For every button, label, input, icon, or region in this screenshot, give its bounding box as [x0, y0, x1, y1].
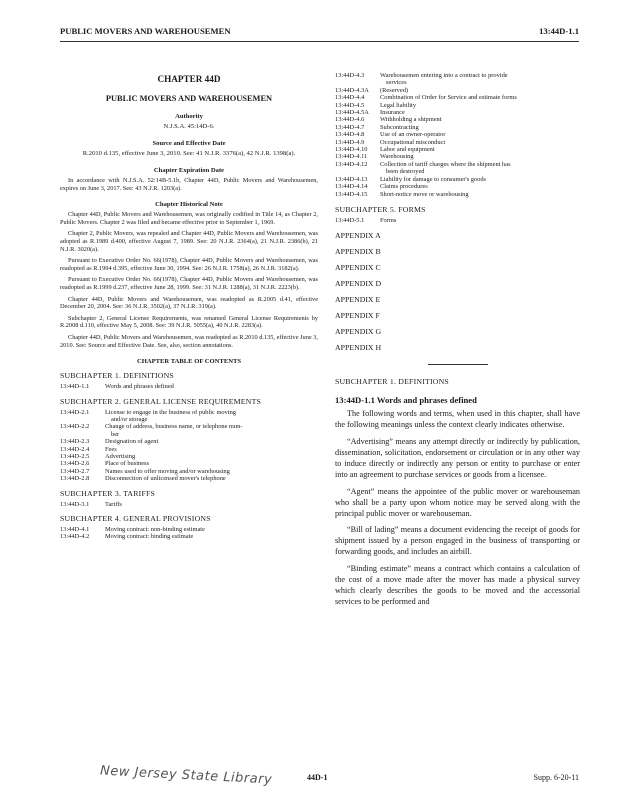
- toc-entry-title-text: Combination of Order for Service and estimate forms: [380, 94, 517, 102]
- history-note: Chapter 44D, Public Movers and Warehousemen, was readopted as R.2010 d.135, effective June 3, 2010. See: Source and Effective Date. See, also, section annotations.: [60, 333, 318, 349]
- toc-subchapter-1: SUBCHAPTER 1. DEFINITIONS: [60, 371, 174, 381]
- toc-entry-title-text: Moving contract: binding estimate: [105, 533, 194, 541]
- toc-entry-number: 13:44D-4.15: [335, 190, 368, 198]
- toc-entry: [335, 217, 580, 224]
- toc-entry: [335, 146, 580, 153]
- toc-entry: [60, 409, 318, 424]
- toc-entry: [60, 423, 318, 438]
- toc-entry-number: 13:44D-2.7: [60, 467, 90, 475]
- toc-entry-title-text: Warehousemen entering into a contract to provide: [380, 72, 508, 79]
- toc-subchapter-4: SUBCHAPTER 4. GENERAL PROVISIONS: [60, 513, 211, 523]
- toc-entry-title: [105, 526, 318, 533]
- toc-entry: [60, 468, 318, 475]
- chapter-title: PUBLIC MOVERS AND WAREHOUSEMEN: [105, 94, 273, 103]
- toc-entry-title: [380, 124, 580, 131]
- toc-entry-title: [380, 94, 580, 101]
- definition-paragraph: The following words and terms, when used in this chapter, shall have the following meanings unless the context clearly indicates otherwise.: [335, 409, 580, 430]
- toc-entry-title-text: Use of an owner-operator: [380, 131, 446, 139]
- toc-entry-title: [105, 446, 318, 453]
- toc-entry-title-continued: ber: [111, 430, 120, 438]
- toc-entry-title-text: License to engage in the business of public moving: [105, 408, 236, 416]
- header-rule: [60, 41, 579, 42]
- toc-entry-title-text: Designation of agent: [105, 438, 159, 446]
- toc-entry-title: [380, 176, 580, 183]
- toc-entry-number: 13:44D-4.12: [335, 160, 368, 168]
- definition-paragraph: “Agent” means the appointee of the public mover or warehouseman who shall be a party upon whom notice may be served along with the principal public mover or warehouseman.: [335, 486, 580, 518]
- history-note: Chapter 44D, Public Movers and Warehousemen, was readopted as R.2005 d.41, effective December 20, 2004. See: 36 N.J.R. 3502(a), 37 N.J.R. 319(a).: [60, 295, 318, 311]
- toc-entry: [335, 139, 580, 146]
- toc-entry: [60, 460, 318, 467]
- library-stamp: New Jersey State Library: [99, 763, 273, 788]
- right-column: [335, 72, 580, 614]
- page-number: 44D-1: [307, 773, 328, 782]
- running-header: [60, 26, 579, 40]
- toc-entry-title: [105, 501, 318, 508]
- toc-entry-title: [105, 409, 318, 424]
- toc-entry-title-text: Forms: [380, 216, 397, 224]
- toc-entry: [335, 87, 580, 94]
- toc-entry-number: 13:44D-4.8: [335, 131, 365, 139]
- toc-entry-title: [380, 217, 580, 224]
- toc-entry-title-text: (Reserved): [380, 86, 409, 94]
- toc-entry-title-text: Occupational misconduct: [380, 138, 446, 146]
- toc-entry-title: [105, 468, 318, 475]
- toc-heading: CHAPTER TABLE OF CONTENTS: [136, 358, 242, 366]
- toc-entry-title-text: Tariffs: [105, 500, 122, 508]
- toc-entry-title-text: Collection of tariff charges where the shipment has: [380, 160, 511, 168]
- toc-entry-number: 13:44D-4.11: [335, 153, 368, 161]
- toc-entry-number: 13:44D-2.2: [60, 423, 90, 431]
- toc-entry-title: [380, 131, 580, 138]
- toc-entry-title-text: Withholding a shipment: [380, 116, 442, 124]
- history-note: Chapter 44D, Public Movers and Warehousemen, was originally codified in Title 14, as Chapter 2, Public Movers. Chapter 2 was filed and became effective prior to September 1, 1969.: [60, 211, 318, 226]
- toc-subchapter-4-continued: [335, 72, 580, 198]
- toc-entry: [335, 161, 580, 176]
- toc-entry-title: [380, 153, 580, 160]
- toc-entry-title: [105, 383, 318, 390]
- toc-subchapter-1-list: [60, 383, 318, 390]
- subchapter-1-title: SUBCHAPTER 1. DEFINITIONS: [335, 377, 449, 387]
- chapter-number: CHAPTER 44D: [157, 74, 221, 84]
- toc-entry-number: 13:44D-4.14: [335, 183, 368, 191]
- toc-subchapter-5: SUBCHAPTER 5. FORMS: [335, 204, 426, 214]
- header-title: PUBLIC MOVERS AND WAREHOUSEMEN: [60, 26, 231, 36]
- toc-entry-title-text: Disconnection of unlicensed mover's telephone: [105, 475, 226, 483]
- toc-entry: [335, 72, 580, 87]
- left-column: [60, 74, 318, 541]
- expiration-heading: Chapter Expiration Date: [153, 167, 225, 174]
- toc-entry-number: 13:44D-2.1: [60, 408, 90, 416]
- toc-entry-number: 13:44D-4.1: [60, 525, 90, 533]
- appendix-item: APPENDIX A: [335, 231, 381, 241]
- toc-entry-title: [380, 139, 580, 146]
- history-note: Pursuant to Executive Order No. 66(1978), Chapter 44D, Public Movers and Warehousemen, was readopted as R.1994 d.395, effective June 30, 1994. See: 26 N.J.R. 1758(a), 26 N.J.R. 3182(a).: [60, 257, 318, 272]
- toc-entry-title: [380, 109, 580, 116]
- section-title: 13:44D-1.1 Words and phrases defined: [335, 395, 477, 406]
- toc-entry-title-text: Change of address, business name, or telephone num-: [105, 423, 243, 431]
- toc-entry: [60, 533, 318, 540]
- toc-entry-number: 13:44D-4.4: [335, 94, 365, 102]
- toc-entry-title: [380, 87, 580, 94]
- toc-entry-title: [380, 102, 580, 109]
- toc-subchapter-3-list: [60, 501, 318, 508]
- toc-entry-title-continued: services: [386, 79, 407, 87]
- toc-subchapter-2: SUBCHAPTER 2. GENERAL LICENSE REQUIREMENTS: [60, 396, 262, 406]
- toc-entry: [335, 94, 580, 101]
- toc-entry-title: [105, 460, 318, 467]
- toc-entry-number: 13:44D-4.9: [335, 138, 365, 146]
- appendix-item: APPENDIX E: [335, 295, 381, 305]
- toc-entry-number: 13:44D-4.7: [335, 123, 365, 131]
- toc-entry: [60, 438, 318, 445]
- source-heading: Source and Effective Date: [152, 140, 226, 147]
- toc-entry-title: [105, 438, 318, 445]
- authority-heading: Authority: [175, 113, 203, 120]
- definition-paragraph: “Advertising” means any attempt directly or indirectly by publication, dissemination, solicitation, endorsement or circulation or in any other way to induce directly or indirectly any person or entity to purchase or enter into an agreement to purchase services or goods from a licensee.: [335, 437, 580, 479]
- toc-entry-number: 13:44D-2.8: [60, 475, 90, 483]
- appendix-item: APPENDIX D: [335, 279, 382, 289]
- toc-entry-title: [105, 475, 318, 482]
- history-note: Pursuant to Executive Order No. 66(1978), Chapter 44D, Public Movers and Warehousemen, was readopted as R.1999 d.237, effective June 28, 1999. See: 31 N.J.R. 1288(a), 31 N.J.R. 2223(b).: [60, 276, 318, 291]
- definitions-text: [335, 409, 580, 608]
- toc-entry-title-text: Place of business: [105, 460, 150, 468]
- toc-entry-title-text: Subcontracting: [380, 123, 419, 131]
- toc-entry-number: 13:44D-4.6: [335, 116, 365, 124]
- toc-entry-number: 13:44D-2.3: [60, 438, 90, 446]
- toc-entry: [335, 102, 580, 109]
- toc-entry-number: 13:44D-4.3A: [335, 86, 369, 94]
- toc-entry-title-text: Warehousing: [380, 153, 414, 161]
- toc-entry-title: [105, 423, 318, 438]
- definition-paragraph: “Bill of lading” means a document evidencing the receipt of goods for shipment issued by a person engaged in the business of transporting or forwarding goods, and includes an airbill.: [335, 525, 580, 557]
- toc-entry-title-text: Labor and equipment: [380, 146, 435, 154]
- history-note: Chapter 2, Public Movers, was repealed and Chapter 44D, Public Movers and Warehousemen, was adopted as R.1989 d.400, effective August 7, 1989. See: 20 N.J.R. 2364(a), 21 N.J.R. 2386(b), 21 N.J.R. 3020(a).: [60, 230, 318, 253]
- toc-entry-title: [380, 161, 580, 176]
- toc-entry: [60, 453, 318, 460]
- toc-entry-title-text: Advertising: [105, 452, 136, 460]
- source-text: R.2010 d.135, effective June 3, 2010. See: 41 N.J.R. 3376(a), 42 N.J.R. 1398(a).: [82, 150, 296, 157]
- toc-entry: [60, 526, 318, 533]
- toc-entry-title-text: Words and phrases defined: [105, 383, 174, 391]
- toc-entry-title-text: Insurance: [380, 109, 405, 117]
- definition-paragraph: “Binding estimate” means a contract which contains a calculation of the cost of a move made after the mover has made a physical survey which clearly describes the goods to be moved and the accessorial services to be performed and: [335, 564, 580, 606]
- toc-entry-title-continued: been destroyed: [386, 168, 425, 176]
- toc-entry: [335, 191, 580, 198]
- toc-entry-title: [380, 116, 580, 123]
- toc-entry: [335, 183, 580, 190]
- toc-entry-title-continued: and/or storage: [111, 415, 148, 423]
- toc-entry-number: 13:44D-5.1: [335, 216, 365, 224]
- toc-entry-number: 13:44D-2.6: [60, 460, 90, 468]
- history-notes: [60, 211, 318, 349]
- toc-entry-title: [380, 183, 580, 190]
- toc-subchapter-5-list: [335, 217, 580, 224]
- toc-entry: [335, 116, 580, 123]
- toc-entry: [60, 475, 318, 482]
- history-heading: Chapter Historical Note: [155, 201, 223, 209]
- toc-entry: [335, 124, 580, 131]
- toc-entry-number: 13:44D-4.2: [60, 533, 90, 541]
- toc-entry-title: [380, 72, 580, 87]
- toc-entry-number: 13:44D-4.5: [335, 101, 365, 109]
- toc-subchapter-3: SUBCHAPTER 3. TARIFFS: [60, 488, 156, 498]
- header-section: 13:44D-1.1: [539, 26, 579, 36]
- section-divider: [428, 364, 488, 365]
- appendix-item: APPENDIX H: [335, 343, 382, 353]
- toc-entry-number: 13:44D-4.13: [335, 175, 368, 183]
- toc-entry: [335, 109, 580, 116]
- appendix-list: [335, 231, 580, 352]
- toc-entry-title-text: Liability for damage to consumer's goods: [380, 175, 487, 183]
- toc-entry-title: [380, 146, 580, 153]
- toc-entry-number: 13:44D-4.3: [335, 72, 365, 79]
- toc-entry: [60, 446, 318, 453]
- toc-entry-title-text: Short-notice move or warehousing: [380, 190, 469, 198]
- toc-entry-title-text: Moving contract: non-binding estimate: [105, 525, 205, 533]
- toc-entry-number: 13:44D-2.5: [60, 452, 90, 460]
- toc-entry-title: [380, 191, 580, 198]
- toc-entry-number: 13:44D-4.5A: [335, 109, 369, 117]
- toc-entry-title: [105, 453, 318, 460]
- supplement-date: Supp. 6-20-11: [533, 773, 579, 782]
- toc-entry-number: 13:44D-2.4: [60, 445, 90, 453]
- toc-entry-title-text: Claims procedures: [380, 183, 428, 191]
- toc-entry: [60, 383, 318, 390]
- toc-entry-title-text: Legal liability: [380, 101, 417, 109]
- toc-entry-title: [105, 533, 318, 540]
- toc-entry: [335, 153, 580, 160]
- appendix-item: APPENDIX F: [335, 311, 380, 321]
- toc-entry-number: 13:44D-4.10: [335, 146, 368, 154]
- toc-subchapter-4-list: [60, 526, 318, 541]
- appendix-item: APPENDIX B: [335, 247, 381, 257]
- toc-entry-number: 13:44D-1.1: [60, 383, 90, 391]
- appendix-item: APPENDIX C: [335, 263, 381, 273]
- toc-entry-title-text: Fees: [105, 445, 117, 453]
- toc-subchapter-2-list: [60, 409, 318, 483]
- toc-entry: [335, 131, 580, 138]
- expiration-text: In accordance with N.J.S.A. 52:14B-5.1b, Chapter 44D, Public Movers and Warehousemen, expires on June 3, 2017. See: 43 N.J.R. 1203(a).: [60, 177, 318, 192]
- toc-entry-title-text: Names used to offer moving and/or warehousing: [105, 467, 230, 475]
- appendix-item: APPENDIX G: [335, 327, 382, 337]
- history-note: Subchapter 2, General License Requirements, was renamed General License Requirements by R.2008 d.110, effective May 5, 2008. See: 39 N.J.R. 5055(a), 40 N.J.R. 2283(a).: [60, 314, 318, 330]
- toc-entry: [60, 501, 318, 508]
- toc-entry: [335, 176, 580, 183]
- authority-text: N.J.S.A. 45:14D-6.: [163, 123, 215, 130]
- toc-entry-number: 13:44D-3.1: [60, 500, 90, 508]
